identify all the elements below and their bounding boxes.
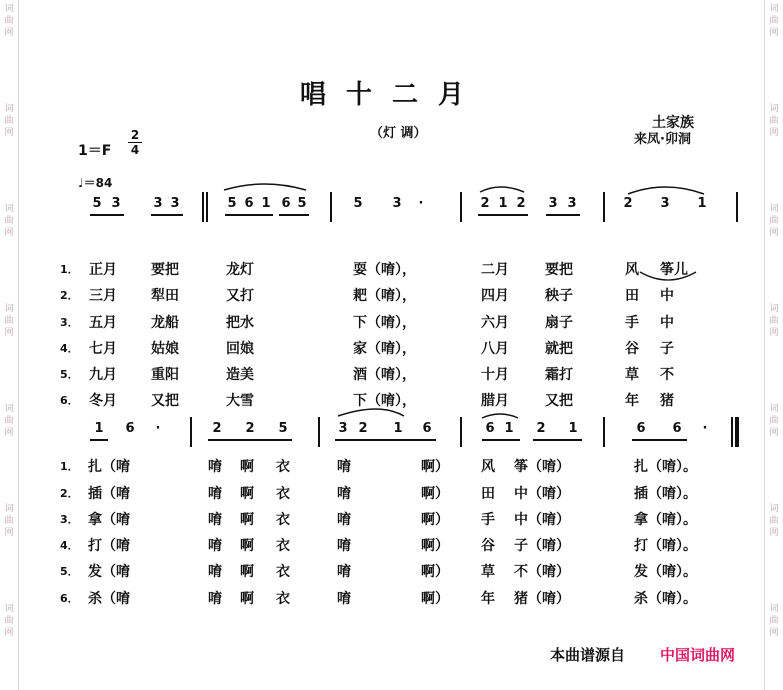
- lyric-word: 猪（唷）: [514, 591, 570, 607]
- lyric-word: 猪: [660, 393, 674, 409]
- watermark-char: 网: [4, 228, 14, 238]
- lyric-word: 草: [625, 367, 639, 383]
- lyric-word: 风: [481, 459, 495, 475]
- barline: [603, 192, 605, 222]
- lyric-word: 秧子: [545, 288, 573, 304]
- note: 3: [392, 196, 402, 211]
- watermark-char: 网: [769, 428, 779, 438]
- note: 3: [660, 196, 670, 211]
- lyric-word: 啊: [240, 564, 254, 580]
- beam-line: [546, 214, 580, 216]
- note: ·: [155, 421, 161, 436]
- watermark-char: 词: [4, 604, 14, 614]
- watermark-char: 网: [769, 228, 779, 238]
- lyric-word: 六月: [481, 315, 509, 331]
- lyric-word: 七月: [89, 341, 117, 357]
- lyric-word: 啊）: [421, 538, 449, 554]
- watermark-char: 网: [4, 528, 14, 538]
- note: 2: [623, 196, 633, 211]
- lyric-word: 杀（唷: [88, 591, 130, 607]
- beam-line: [151, 214, 183, 216]
- note: 3: [111, 196, 121, 211]
- watermark-strip-right: [764, 0, 783, 690]
- verse-number: 2．: [60, 289, 79, 302]
- lyric-word: 要把: [545, 262, 573, 278]
- verse-number: 3．: [60, 513, 79, 526]
- lyric-word: 衣: [276, 564, 290, 580]
- note: 3: [170, 196, 180, 211]
- watermark-char: 词: [4, 204, 14, 214]
- note: 6: [485, 421, 495, 436]
- watermark-char: 曲: [769, 16, 779, 26]
- lyric-word: 草: [481, 564, 495, 580]
- watermark-char: 词: [769, 204, 779, 214]
- slur: [482, 414, 518, 418]
- barline: [318, 417, 320, 447]
- lyric-word: 插（唷: [88, 486, 130, 502]
- lyric-word: 手: [481, 512, 495, 528]
- watermark-char: 网: [4, 628, 14, 638]
- watermark-char: 曲: [4, 116, 14, 126]
- watermark-char: 曲: [769, 416, 779, 426]
- note: 5: [353, 196, 363, 211]
- lyric-word: 衣: [276, 459, 290, 475]
- lyric-word: 年: [625, 393, 639, 409]
- lyric-word: 谷: [481, 538, 495, 554]
- watermark-char: 曲: [4, 216, 14, 226]
- lyric-word: 啊）: [421, 459, 449, 475]
- collection-place: 来凤·卯洞: [634, 132, 691, 147]
- barline: [731, 417, 733, 447]
- genre-label: （灯 调）: [370, 126, 427, 141]
- time-signature-top: 2: [130, 128, 140, 142]
- barline: [460, 192, 462, 222]
- watermark-char: 词: [4, 404, 14, 414]
- lyric-word: 重阳: [151, 367, 179, 383]
- lyric-word: 子: [660, 341, 674, 357]
- watermark-char: 词: [769, 304, 779, 314]
- barline: [736, 192, 738, 222]
- beam-line: [632, 439, 687, 441]
- time-signature: [128, 129, 142, 156]
- lyric-word: 扎（唷: [88, 459, 130, 475]
- lyric-word: 啊）: [421, 564, 449, 580]
- note: 3: [338, 421, 348, 436]
- lyric-word: 家（唷），: [353, 341, 416, 357]
- note: 6: [125, 421, 135, 436]
- lyric-word: 田: [481, 486, 495, 502]
- watermark-char: 词: [769, 604, 779, 614]
- barline: [190, 417, 192, 447]
- ethnic-group: 土家族: [652, 115, 694, 131]
- beam-line: [90, 439, 108, 441]
- lyric-word: 唷: [337, 538, 351, 554]
- lyric-word: 唷: [337, 512, 351, 528]
- lyric-word: 唷: [337, 486, 351, 502]
- watermark-char: 词: [4, 304, 14, 314]
- beam-line: [208, 439, 292, 441]
- lyric-word: 回娘: [226, 341, 254, 357]
- beam-line: [279, 214, 309, 216]
- lyric-word: 子（唷）: [514, 538, 570, 554]
- note: 6: [244, 196, 254, 211]
- lyric-word: 把水: [226, 315, 254, 331]
- source-text: 本曲谱源自: [550, 646, 626, 664]
- watermark-char: 词: [4, 4, 14, 14]
- lyric-word: 唷: [208, 538, 222, 554]
- note: 1: [498, 196, 508, 211]
- beam-line: [90, 214, 124, 216]
- lyric-word: 衣: [276, 591, 290, 607]
- note: 6: [422, 421, 432, 436]
- lyric-word: 龙灯: [226, 262, 254, 278]
- watermark-char: 词: [769, 504, 779, 514]
- lyric-word: 打（唷: [88, 538, 130, 554]
- watermark-char: 曲: [769, 116, 779, 126]
- key-signature: 1＝F: [78, 143, 112, 159]
- lyric-word: 发（唷: [88, 564, 130, 580]
- watermark-char: 网: [4, 128, 14, 138]
- time-signature-bottom: 4: [130, 143, 140, 157]
- lyric-word: 啊: [240, 538, 254, 554]
- note: 1: [568, 421, 578, 436]
- lyric-word: 杀（唷）。: [634, 591, 697, 607]
- lyric-word: 衣: [276, 538, 290, 554]
- note: 2: [212, 421, 222, 436]
- lyric-word: 筝儿: [660, 262, 688, 278]
- lyric-word: 八月: [481, 341, 509, 357]
- lyric-word: 啊）: [421, 591, 449, 607]
- lyric-word: 田: [625, 288, 639, 304]
- tempo-mark: ♩＝84: [78, 176, 113, 190]
- barline: [460, 417, 462, 447]
- watermark-char: 网: [769, 28, 779, 38]
- note: 3: [153, 196, 163, 211]
- slur: [224, 184, 306, 190]
- lyric-word: 中: [660, 288, 674, 304]
- note: 5: [92, 196, 102, 211]
- watermark-char: 网: [769, 328, 779, 338]
- lyric-word: 耙（唷），: [353, 288, 416, 304]
- lyric-word: 唷: [337, 591, 351, 607]
- lyric-word: 衣: [276, 512, 290, 528]
- lyric-word: 不: [660, 367, 674, 383]
- lyric-word: 又打: [226, 288, 254, 304]
- note: 6: [281, 196, 291, 211]
- verse-number: 5．: [60, 368, 79, 381]
- lyric-word: 筝（唷）: [514, 459, 570, 475]
- watermark-char: 网: [769, 528, 779, 538]
- note: 1: [94, 421, 104, 436]
- beam-line: [533, 439, 582, 441]
- lyric-word: 二月: [481, 262, 509, 278]
- beam-line: [225, 214, 273, 216]
- note: 1: [697, 196, 707, 211]
- barline: [330, 192, 332, 222]
- lyric-word: 插（唷）。: [634, 486, 697, 502]
- lyric-word: 扎（唷）。: [634, 459, 697, 475]
- watermark-char: 词: [769, 4, 779, 14]
- watermark-char: 曲: [769, 616, 779, 626]
- lyric-word: 啊: [240, 486, 254, 502]
- lyric-word: 打（唷）。: [634, 538, 697, 554]
- lyric-word: 谷: [625, 341, 639, 357]
- watermark-char: 曲: [769, 316, 779, 326]
- watermark-char: 曲: [769, 216, 779, 226]
- lyric-word: 啊: [240, 591, 254, 607]
- lyric-word: 唷: [208, 564, 222, 580]
- note: 2: [480, 196, 490, 211]
- beam-line: [335, 439, 436, 441]
- lyric-word: 就把: [545, 341, 573, 357]
- lyric-word: 冬月: [89, 393, 117, 409]
- lyric-word: 四月: [481, 288, 509, 304]
- note: ·: [418, 196, 424, 211]
- lyric-word: 唷: [337, 564, 351, 580]
- verse-number: 6．: [60, 592, 79, 605]
- note: 5: [278, 421, 288, 436]
- slur: [480, 187, 524, 192]
- watermark-char: 曲: [4, 616, 14, 626]
- lyric-word: 拿（唷: [88, 512, 130, 528]
- slur: [338, 409, 404, 416]
- lyric-word: 五月: [89, 315, 117, 331]
- verse-number: 6．: [60, 394, 79, 407]
- watermark-char: 网: [4, 428, 14, 438]
- lyric-word: 风: [625, 262, 639, 278]
- lyric-word: 衣: [276, 486, 290, 502]
- watermark-char: 词: [4, 104, 14, 114]
- lyric-word: 大雪: [226, 393, 254, 409]
- watermark-char: 曲: [4, 316, 14, 326]
- watermark-char: 词: [769, 104, 779, 114]
- song-title: 唱十二月: [300, 80, 485, 110]
- note: 2: [536, 421, 546, 436]
- watermark-char: 词: [769, 404, 779, 414]
- lyric-word: 唷: [208, 459, 222, 475]
- lyric-word: 不（唷）: [514, 564, 570, 580]
- watermark-char: 词: [4, 504, 14, 514]
- lyric-word: 下（唷），: [353, 315, 416, 331]
- note: 1: [393, 421, 403, 436]
- note: 3: [567, 196, 577, 211]
- note: ·: [702, 421, 708, 436]
- note: 6: [636, 421, 646, 436]
- lyric-word: 中（唷）: [514, 512, 570, 528]
- slur: [628, 187, 704, 194]
- lyric-word: 又把: [545, 393, 573, 409]
- lyric-word: 九月: [89, 367, 117, 383]
- barline: [202, 192, 204, 222]
- beam-line: [482, 439, 520, 441]
- verse-number: 4．: [60, 539, 79, 552]
- watermark-strip-left: [0, 0, 19, 690]
- watermark-char: 曲: [769, 516, 779, 526]
- note: 5: [297, 196, 307, 211]
- note: 6: [672, 421, 682, 436]
- verse-number: 2．: [60, 487, 79, 500]
- lyric-word: 姑娘: [151, 341, 179, 357]
- lyric-word: 唷: [208, 512, 222, 528]
- note: 2: [516, 196, 526, 211]
- site-link[interactable]: 中国词曲网: [660, 646, 736, 664]
- verse-number: 5．: [60, 565, 79, 578]
- watermark-char: 网: [4, 328, 14, 338]
- note: 1: [261, 196, 271, 211]
- lyric-word: 正月: [89, 262, 117, 278]
- verse-number: 1．: [60, 263, 79, 276]
- note: 1: [504, 421, 514, 436]
- lyric-word: 又把: [151, 393, 179, 409]
- verse-number: 4．: [60, 342, 79, 355]
- lyric-word: 唷: [208, 486, 222, 502]
- note: 5: [227, 196, 237, 211]
- verse-number: 3．: [60, 316, 79, 329]
- lyric-word: 十月: [481, 367, 509, 383]
- lyric-word: 造美: [226, 367, 254, 383]
- watermark-char: 网: [769, 128, 779, 138]
- lyric-word: 犁田: [151, 288, 179, 304]
- lyric-word: 啊）: [421, 512, 449, 528]
- lyric-word: 啊: [240, 459, 254, 475]
- lyric-word: 扇子: [545, 315, 573, 331]
- lyric-word: 唷: [208, 591, 222, 607]
- lyric-word: 下（唷），: [353, 393, 416, 409]
- barline: [735, 417, 739, 447]
- lyric-word: 啊）: [421, 486, 449, 502]
- beam-line: [478, 214, 528, 216]
- watermark-char: 网: [769, 628, 779, 638]
- lyric-word: 霜打: [545, 367, 573, 383]
- lyric-word: 中: [660, 315, 674, 331]
- lyric-word: 龙船: [151, 315, 179, 331]
- barline: [603, 417, 605, 447]
- note: 2: [245, 421, 255, 436]
- lyric-word: 三月: [89, 288, 117, 304]
- note: 3: [548, 196, 558, 211]
- lyric-word: 唷: [337, 459, 351, 475]
- barline: [206, 192, 208, 222]
- lyric-word: 酒（唷），: [353, 367, 416, 383]
- note: 2: [358, 421, 368, 436]
- watermark-char: 曲: [4, 16, 14, 26]
- lyric-word: 耍（唷），: [353, 262, 416, 278]
- lyric-word: 发（唷）。: [634, 564, 697, 580]
- lyric-word: 拿（唷）。: [634, 512, 697, 528]
- lyric-word: 中（唷）: [514, 486, 570, 502]
- lyric-word: 啊: [240, 512, 254, 528]
- lyric-word: 年: [481, 591, 495, 607]
- watermark-char: 曲: [4, 416, 14, 426]
- watermark-char: 网: [4, 28, 14, 38]
- lyric-word: 腊月: [481, 393, 509, 409]
- watermark-char: 曲: [4, 516, 14, 526]
- verse-number: 1．: [60, 460, 79, 473]
- lyric-word: 要把: [151, 262, 179, 278]
- lyric-word: 手: [625, 315, 639, 331]
